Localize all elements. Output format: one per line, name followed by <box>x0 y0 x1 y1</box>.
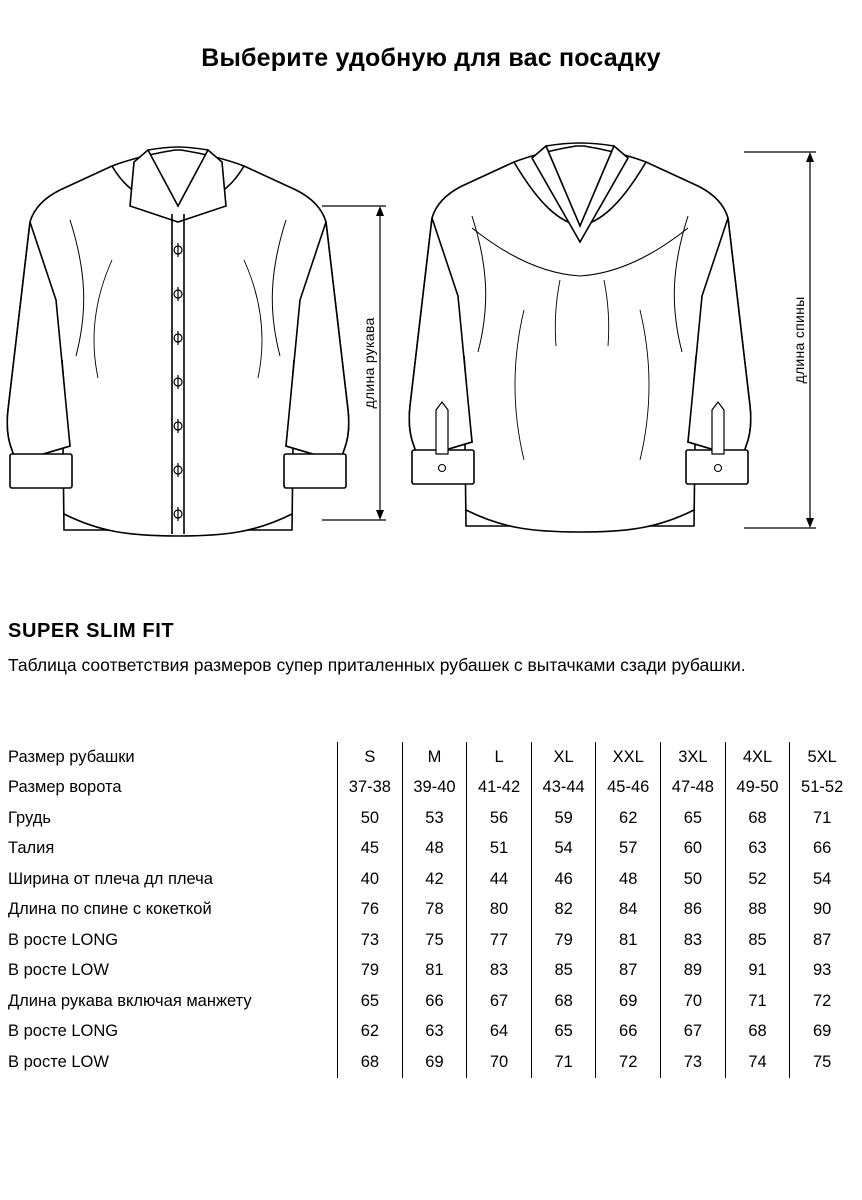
cell-value: 49-50 <box>725 773 790 804</box>
cell-value: 64 <box>467 1017 532 1048</box>
cell-value: 67 <box>467 986 532 1017</box>
cell-value: 56 <box>467 803 532 834</box>
cell-value: 59 <box>531 803 596 834</box>
cell-value: 70 <box>661 986 726 1017</box>
cell-value: 85 <box>531 956 596 987</box>
cell-value: 70 <box>467 1047 532 1078</box>
cell-value: 72 <box>596 1047 661 1078</box>
cell-value: 68 <box>725 803 790 834</box>
back-length-label: длина спины <box>791 296 807 384</box>
cell-value: 57 <box>596 834 661 865</box>
cell-value: 43-44 <box>531 773 596 804</box>
cell-value: 65 <box>531 1017 596 1048</box>
cell-value: 39-40 <box>402 773 467 804</box>
row-label: Размер ворота <box>8 778 122 797</box>
cell-value: 46 <box>531 864 596 895</box>
row-label: В росте LOW <box>8 1052 109 1071</box>
table-row <box>8 834 854 865</box>
row-label: Талия <box>8 839 55 858</box>
cell-value: 44 <box>467 864 532 895</box>
cell-value: 71 <box>790 803 854 834</box>
cell-value: 78 <box>402 895 467 926</box>
cell-value: 67 <box>661 1017 726 1048</box>
cell-value: 68 <box>338 1047 403 1078</box>
cell-value: 50 <box>661 864 726 895</box>
cell-value: 60 <box>661 834 726 865</box>
cell-value: 75 <box>402 925 467 956</box>
cell-value: 71 <box>531 1047 596 1078</box>
cell-value: 63 <box>725 834 790 865</box>
cell-value: 63 <box>402 1017 467 1048</box>
cell-value: 41-42 <box>467 773 532 804</box>
cell-value: 88 <box>725 895 790 926</box>
cell-value: 45-46 <box>596 773 661 804</box>
table-row <box>8 986 854 1017</box>
cell-value: 72 <box>790 986 854 1017</box>
cell-value: 89 <box>661 956 726 987</box>
fit-name: SUPER SLIM FIT <box>8 620 175 642</box>
cell-value: 73 <box>661 1047 726 1078</box>
table-row <box>8 773 854 804</box>
fit-description: Таблица соответствия размеров супер приталенных рубашек с вытачками сзади рубашки. <box>8 655 746 675</box>
cell-value: 87 <box>790 925 854 956</box>
table-row <box>8 864 854 895</box>
cell-value: 54 <box>790 864 854 895</box>
cell-value: 74 <box>725 1047 790 1078</box>
cell-value: 85 <box>725 925 790 956</box>
cell-value: 54 <box>531 834 596 865</box>
cell-value: 3XL <box>661 742 726 773</box>
cell-value: 47-48 <box>661 773 726 804</box>
cell-value: 87 <box>596 956 661 987</box>
cell-value: 48 <box>596 864 661 895</box>
row-label: В росте LOW <box>8 961 109 980</box>
cell-value: 77 <box>467 925 532 956</box>
row-label: Грудь <box>8 808 51 827</box>
cell-value: 53 <box>402 803 467 834</box>
cell-value: 42 <box>402 864 467 895</box>
cell-value: 48 <box>402 834 467 865</box>
cell-value: 82 <box>531 895 596 926</box>
table-row <box>8 1047 854 1078</box>
table-row <box>8 895 854 926</box>
cell-value: 66 <box>790 834 854 865</box>
page-title: Выберите удобную для вас посадку <box>201 44 661 72</box>
cell-value: 83 <box>467 956 532 987</box>
table-row <box>8 803 854 834</box>
cell-value: 45 <box>338 834 403 865</box>
row-label: Размер рубашки <box>8 747 135 766</box>
cell-value: 62 <box>338 1017 403 1048</box>
cell-value: 79 <box>338 956 403 987</box>
cell-value: 90 <box>790 895 854 926</box>
front-shirt-drawing <box>7 147 349 536</box>
cell-value: 80 <box>467 895 532 926</box>
cell-value: 40 <box>338 864 403 895</box>
back-shirt-drawing <box>409 143 751 532</box>
size-chart-table <box>8 742 854 1078</box>
cell-value: 4XL <box>725 742 790 773</box>
cell-value: 51 <box>467 834 532 865</box>
cell-value: S <box>338 742 403 773</box>
cell-value: M <box>402 742 467 773</box>
cell-value: 71 <box>725 986 790 1017</box>
cell-value: 83 <box>661 925 726 956</box>
cell-value: 50 <box>338 803 403 834</box>
row-label: В росте LONG <box>8 930 119 949</box>
cell-value: 68 <box>725 1017 790 1048</box>
cell-value: 81 <box>402 956 467 987</box>
cell-value: 69 <box>790 1017 854 1048</box>
cell-value: 75 <box>790 1047 854 1078</box>
front-sleeve-length-label: длина рукава <box>361 317 377 409</box>
table-row <box>8 742 854 773</box>
cell-value: 66 <box>402 986 467 1017</box>
cell-value: 66 <box>596 1017 661 1048</box>
cell-value: 84 <box>596 895 661 926</box>
table-row <box>8 1017 854 1048</box>
cell-value: L <box>467 742 532 773</box>
cell-value: 65 <box>661 803 726 834</box>
cell-value: 69 <box>596 986 661 1017</box>
shirt-illustration <box>0 110 862 580</box>
cell-value: 79 <box>531 925 596 956</box>
row-label: Длина рукава включая манжету <box>8 991 252 1010</box>
cell-value: 68 <box>531 986 596 1017</box>
table-row <box>8 925 854 956</box>
cell-value: 62 <box>596 803 661 834</box>
row-label: Длина по спине с кокеткой <box>8 900 212 919</box>
size-chart-body <box>8 742 854 1078</box>
row-label: В росте LONG <box>8 1022 119 1041</box>
cell-value: 76 <box>338 895 403 926</box>
cell-value: 51-52 <box>790 773 854 804</box>
cell-value: 86 <box>661 895 726 926</box>
cell-value: 69 <box>402 1047 467 1078</box>
cell-value: 37-38 <box>338 773 403 804</box>
cell-value: 81 <box>596 925 661 956</box>
row-label: Ширина от плеча дл плеча <box>8 869 213 888</box>
cell-value: 73 <box>338 925 403 956</box>
cell-value: 52 <box>725 864 790 895</box>
cell-value: 91 <box>725 956 790 987</box>
shirt-diagram-svg <box>0 110 862 580</box>
cell-value: XL <box>531 742 596 773</box>
cell-value: 93 <box>790 956 854 987</box>
cell-value: 5XL <box>790 742 854 773</box>
cell-value: XXL <box>596 742 661 773</box>
table-row <box>8 956 854 987</box>
cell-value: 65 <box>338 986 403 1017</box>
